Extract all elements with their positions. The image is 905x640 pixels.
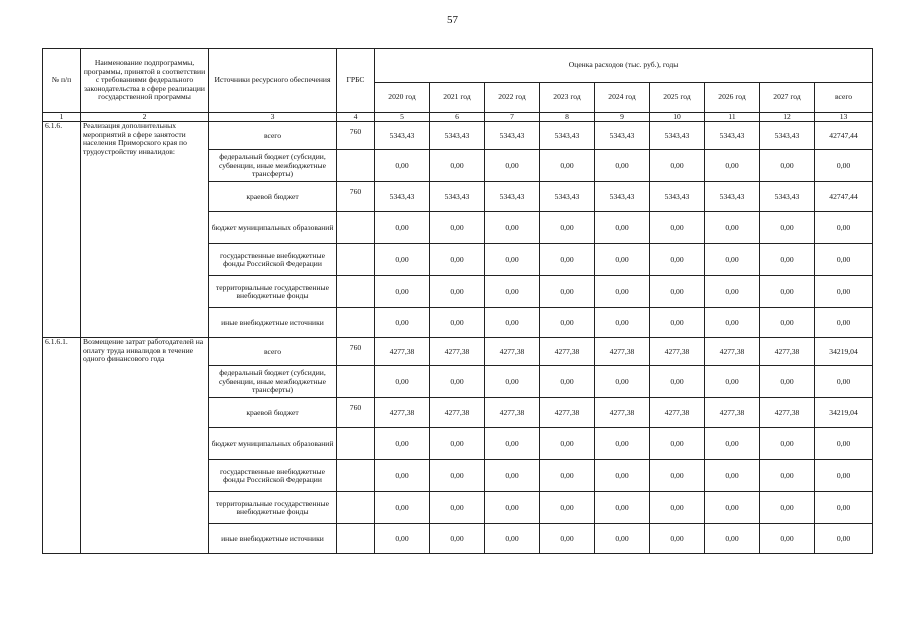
value-total: 0,00	[815, 308, 873, 338]
value-cell: 0,00	[650, 366, 705, 398]
funding-source: иные внебюджетные источники	[209, 524, 337, 554]
value-cell: 0,00	[430, 150, 485, 182]
value-cell: 0,00	[650, 308, 705, 338]
value-cell: 0,00	[540, 244, 595, 276]
value-total: 0,00	[815, 276, 873, 308]
header-year-total: всего	[815, 83, 873, 113]
value-cell: 0,00	[595, 428, 650, 460]
value-cell: 0,00	[760, 276, 815, 308]
value-cell: 4277,38	[375, 398, 430, 428]
value-total: 0,00	[815, 150, 873, 182]
value-cell: 0,00	[430, 460, 485, 492]
value-cell: 0,00	[540, 276, 595, 308]
value-cell: 0,00	[485, 244, 540, 276]
value-cell: 0,00	[760, 492, 815, 524]
value-cell: 0,00	[375, 460, 430, 492]
value-cell: 0,00	[430, 524, 485, 554]
value-cell: 0,00	[705, 276, 760, 308]
header-year: 2024 год	[595, 83, 650, 113]
header-estimate: Оценка расходов (тыс. руб.), годы	[375, 49, 873, 83]
value-cell: 4277,38	[595, 398, 650, 428]
value-cell: 0,00	[485, 460, 540, 492]
value-cell: 0,00	[540, 428, 595, 460]
value-cell: 0,00	[540, 366, 595, 398]
funding-source: всего	[209, 338, 337, 366]
header-year: 2026 год	[705, 83, 760, 113]
section-name: Реализация дополнительных мероприятий в сфере занятости населения Приморского края по трудоустройству инвалидов:	[81, 122, 209, 338]
value-cell: 0,00	[540, 460, 595, 492]
value-cell: 0,00	[705, 150, 760, 182]
grbs-code	[337, 308, 375, 338]
grbs-code: 760	[337, 182, 375, 212]
value-cell: 0,00	[540, 524, 595, 554]
grbs-code: 760	[337, 398, 375, 428]
grbs-code	[337, 492, 375, 524]
value-cell: 5343,43	[760, 182, 815, 212]
value-total: 34219,04	[815, 338, 873, 366]
value-cell: 0,00	[760, 212, 815, 244]
grbs-code	[337, 212, 375, 244]
value-cell: 0,00	[650, 276, 705, 308]
value-cell: 0,00	[650, 244, 705, 276]
section-name: Возмещение затрат работодателей на оплату труда инвалидов в течение одного финансового года	[81, 338, 209, 554]
value-cell: 0,00	[705, 366, 760, 398]
value-cell: 0,00	[705, 460, 760, 492]
value-cell: 0,00	[485, 366, 540, 398]
grbs-code: 760	[337, 338, 375, 366]
table-row	[43, 338, 873, 366]
value-cell: 4277,38	[430, 338, 485, 366]
header-year: 2027 год	[760, 83, 815, 113]
funding-source: краевой бюджет	[209, 182, 337, 212]
value-cell: 4277,38	[485, 338, 540, 366]
value-cell: 0,00	[650, 524, 705, 554]
value-total: 34219,04	[815, 398, 873, 428]
value-cell: 5343,43	[595, 122, 650, 150]
value-cell: 0,00	[705, 428, 760, 460]
value-cell: 0,00	[485, 428, 540, 460]
value-cell: 0,00	[595, 492, 650, 524]
column-number: 13	[815, 113, 873, 122]
budget-table	[42, 48, 873, 554]
value-cell: 0,00	[375, 308, 430, 338]
value-cell: 4277,38	[705, 338, 760, 366]
funding-source: бюджет муниципальных образований	[209, 212, 337, 244]
value-cell: 4277,38	[485, 398, 540, 428]
value-cell: 0,00	[595, 366, 650, 398]
column-number: 10	[650, 113, 705, 122]
value-cell: 0,00	[430, 212, 485, 244]
value-cell: 4277,38	[650, 398, 705, 428]
header-number: № п/п	[43, 49, 81, 113]
header-source: Источники ресурсного обеспечения	[209, 49, 337, 113]
header-year: 2023 год	[540, 83, 595, 113]
header-year: 2025 год	[650, 83, 705, 113]
value-cell: 0,00	[540, 212, 595, 244]
value-cell: 0,00	[650, 428, 705, 460]
grbs-code	[337, 460, 375, 492]
funding-source: всего	[209, 122, 337, 150]
value-cell: 5343,43	[650, 122, 705, 150]
funding-source: федеральный бюджет (субсидии, субвенции, иные межбюджетные трансферты)	[209, 150, 337, 182]
column-number: 11	[705, 113, 760, 122]
value-cell: 0,00	[375, 276, 430, 308]
value-cell: 4277,38	[760, 398, 815, 428]
value-cell: 5343,43	[595, 182, 650, 212]
value-cell: 0,00	[485, 524, 540, 554]
value-cell: 0,00	[595, 460, 650, 492]
value-cell: 0,00	[595, 524, 650, 554]
value-cell: 0,00	[485, 212, 540, 244]
value-cell: 4277,38	[540, 398, 595, 428]
value-cell: 4277,38	[595, 338, 650, 366]
grbs-code	[337, 244, 375, 276]
value-cell: 5343,43	[485, 182, 540, 212]
value-cell: 4277,38	[540, 338, 595, 366]
value-cell: 4277,38	[375, 338, 430, 366]
funding-source: государственные внебюджетные фонды Российской Федерации	[209, 460, 337, 492]
value-cell: 0,00	[375, 244, 430, 276]
value-cell: 0,00	[375, 212, 430, 244]
value-cell: 4277,38	[760, 338, 815, 366]
value-cell: 0,00	[705, 308, 760, 338]
header-name: Наименование подпрограммы, программы, принятой в соответствии с требованиями федерального законодательства в сфере реализации государственной программы	[81, 49, 209, 113]
value-total: 0,00	[815, 460, 873, 492]
column-number: 1	[43, 113, 81, 122]
value-cell: 0,00	[540, 492, 595, 524]
value-cell: 5343,43	[430, 122, 485, 150]
value-cell: 4277,38	[705, 398, 760, 428]
value-total: 0,00	[815, 244, 873, 276]
section-number: 6.1.6.	[43, 122, 81, 338]
value-total: 0,00	[815, 366, 873, 398]
value-cell: 0,00	[705, 492, 760, 524]
column-number: 3	[209, 113, 337, 122]
value-cell: 0,00	[375, 492, 430, 524]
value-cell: 0,00	[650, 150, 705, 182]
column-number: 8	[540, 113, 595, 122]
value-cell: 0,00	[540, 150, 595, 182]
value-cell: 5343,43	[540, 182, 595, 212]
column-number: 7	[485, 113, 540, 122]
funding-source: территориальные государственные внебюджетные фонды	[209, 492, 337, 524]
value-total: 42747,44	[815, 122, 873, 150]
value-total: 0,00	[815, 492, 873, 524]
page-number: 57	[447, 14, 458, 26]
grbs-code	[337, 276, 375, 308]
value-cell: 5343,43	[705, 182, 760, 212]
column-number: 9	[595, 113, 650, 122]
header-year: 2022 год	[485, 83, 540, 113]
value-cell: 0,00	[760, 366, 815, 398]
value-cell: 0,00	[705, 212, 760, 244]
value-cell: 0,00	[760, 524, 815, 554]
value-cell: 0,00	[430, 308, 485, 338]
value-cell: 0,00	[375, 524, 430, 554]
value-cell: 0,00	[650, 212, 705, 244]
grbs-code	[337, 524, 375, 554]
value-cell: 0,00	[485, 276, 540, 308]
value-cell: 0,00	[430, 276, 485, 308]
column-number-row	[43, 113, 873, 122]
value-total: 42747,44	[815, 182, 873, 212]
funding-source: бюджет муниципальных образований	[209, 428, 337, 460]
value-cell: 0,00	[760, 150, 815, 182]
grbs-code	[337, 150, 375, 182]
value-cell: 5343,43	[705, 122, 760, 150]
value-cell: 0,00	[375, 428, 430, 460]
value-cell: 0,00	[760, 428, 815, 460]
value-cell: 0,00	[760, 308, 815, 338]
value-total: 0,00	[815, 428, 873, 460]
value-cell: 0,00	[375, 366, 430, 398]
value-cell: 0,00	[705, 524, 760, 554]
value-cell: 0,00	[650, 492, 705, 524]
value-cell: 0,00	[595, 244, 650, 276]
value-cell: 0,00	[485, 308, 540, 338]
value-cell: 0,00	[705, 244, 760, 276]
funding-source: федеральный бюджет (субсидии, субвенции, иные межбюджетные трансферты)	[209, 366, 337, 398]
value-cell: 0,00	[595, 276, 650, 308]
grbs-code	[337, 428, 375, 460]
value-cell: 0,00	[760, 244, 815, 276]
value-cell: 5343,43	[430, 182, 485, 212]
funding-source: государственные внебюджетные фонды Российской Федерации	[209, 244, 337, 276]
funding-source: территориальные государственные внебюджетные фонды	[209, 276, 337, 308]
value-cell: 5343,43	[650, 182, 705, 212]
funding-source: иные внебюджетные источники	[209, 308, 337, 338]
header-year: 2020 год	[375, 83, 430, 113]
value-cell: 0,00	[595, 150, 650, 182]
value-cell: 0,00	[430, 428, 485, 460]
value-cell: 5343,43	[540, 122, 595, 150]
value-cell: 0,00	[485, 492, 540, 524]
header-year: 2021 год	[430, 83, 485, 113]
value-cell: 0,00	[430, 244, 485, 276]
header-grbs: ГРБС	[337, 49, 375, 113]
value-total: 0,00	[815, 524, 873, 554]
value-cell: 5343,43	[375, 182, 430, 212]
value-cell: 4277,38	[650, 338, 705, 366]
value-cell: 0,00	[540, 308, 595, 338]
value-cell: 0,00	[650, 460, 705, 492]
value-cell: 0,00	[485, 150, 540, 182]
column-number: 5	[375, 113, 430, 122]
grbs-code: 760	[337, 122, 375, 150]
value-cell: 5343,43	[760, 122, 815, 150]
value-cell: 5343,43	[375, 122, 430, 150]
value-cell: 0,00	[430, 492, 485, 524]
funding-source: краевой бюджет	[209, 398, 337, 428]
column-number: 6	[430, 113, 485, 122]
section-number: 6.1.6.1.	[43, 338, 81, 554]
value-cell: 0,00	[595, 212, 650, 244]
column-number: 4	[337, 113, 375, 122]
grbs-code	[337, 366, 375, 398]
value-cell: 0,00	[760, 460, 815, 492]
column-number: 2	[81, 113, 209, 122]
value-cell: 4277,38	[430, 398, 485, 428]
column-number: 12	[760, 113, 815, 122]
value-cell: 0,00	[375, 150, 430, 182]
value-total: 0,00	[815, 212, 873, 244]
value-cell: 0,00	[595, 308, 650, 338]
value-cell: 5343,43	[485, 122, 540, 150]
table-row	[43, 122, 873, 150]
value-cell: 0,00	[430, 366, 485, 398]
